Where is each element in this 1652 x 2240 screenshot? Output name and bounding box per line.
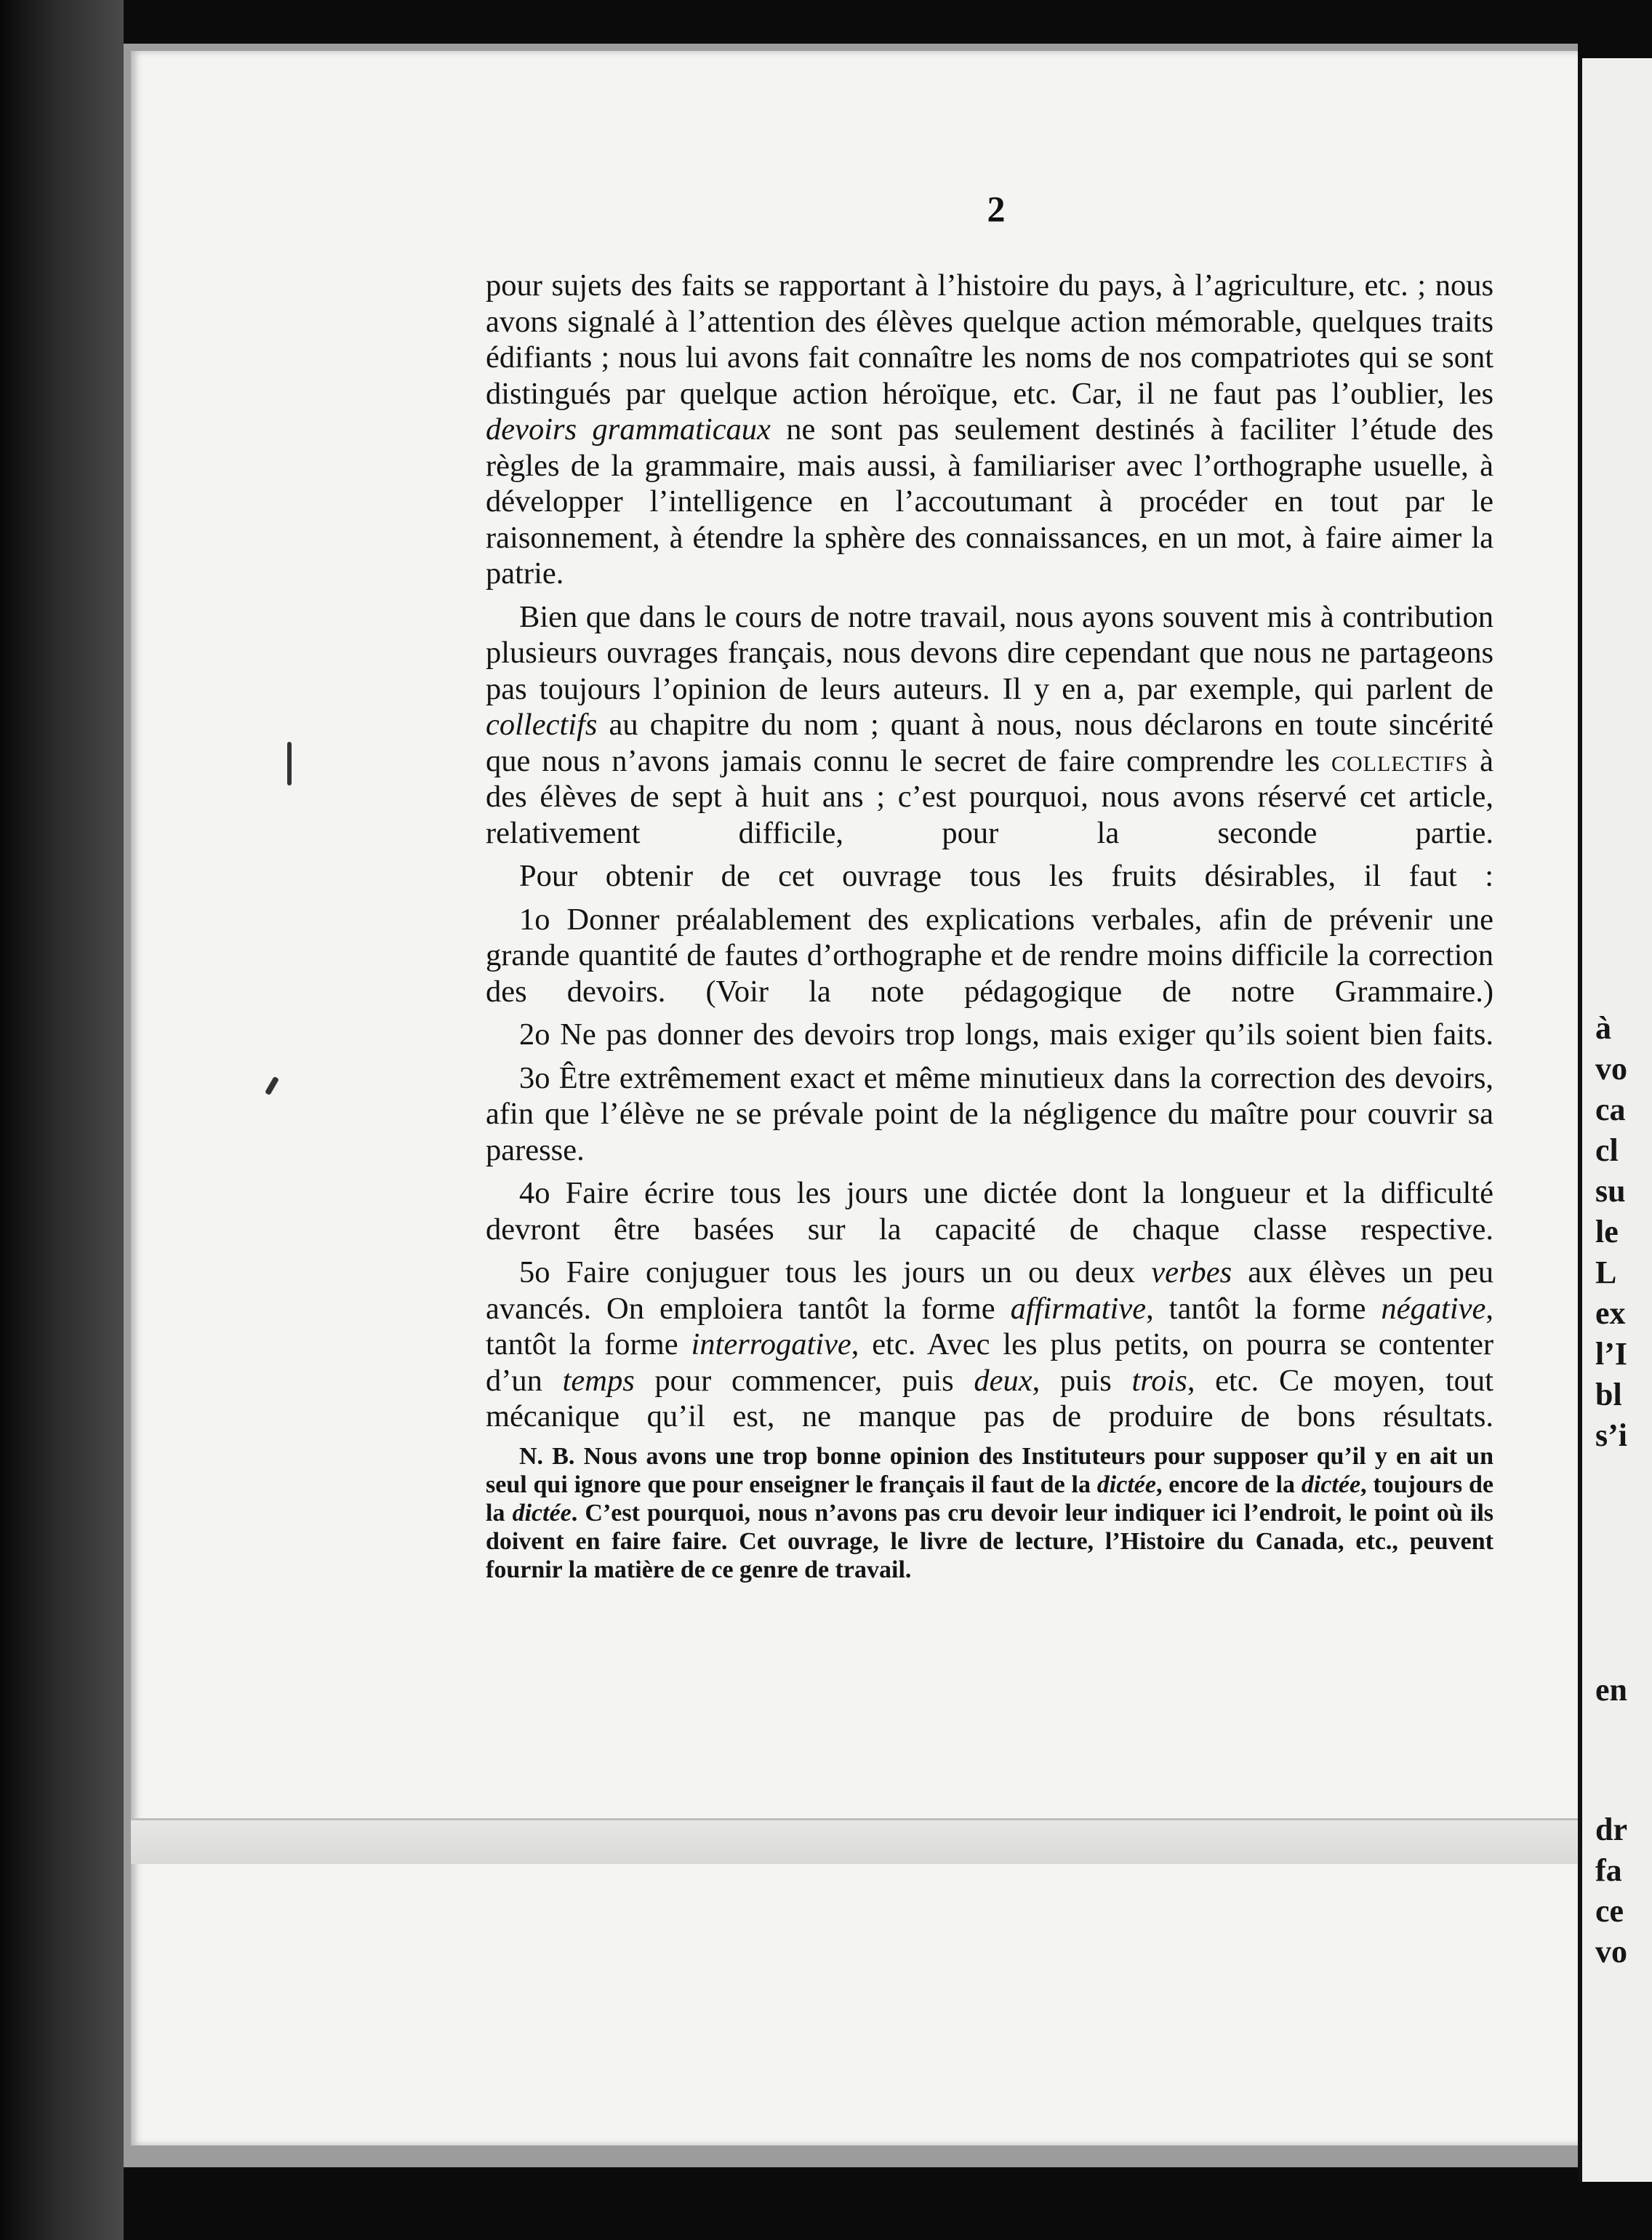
adjacent-page-fragment: su bbox=[1595, 1173, 1626, 1209]
scan-border-left bbox=[0, 0, 124, 2240]
text-run: ne sont pas seulement destinés à faciliter l’étude des règles de la grammaire, mais aussi, à familiariser avec l’orthographe usuelle, à développer l’intelligence en l’accoutumant à procéder en tout par le raisonnement, à étendre la sphère des connaissances, en un mot, à faire aimer la patrie. bbox=[486, 412, 1493, 591]
adjacent-page-fragment: l’I bbox=[1595, 1336, 1627, 1372]
list-item bbox=[486, 1017, 1493, 1053]
text-run: à des élèves de sept à huit ans ; c’est pourquoi, nous avons réservé cet article, relativement difficile, pour la seconde partie. bbox=[486, 743, 1493, 850]
adjacent-page-fragment: ca bbox=[1595, 1092, 1626, 1127]
text-run: 1o Donner préalablement des explications verbales, afin de prévenir une grande quantité de fautes d’orthographe et de rendre moins difficile la correction des devoirs. (Voir la note pédagogique de notre Grammaire.) bbox=[486, 902, 1493, 1009]
adjacent-page-fragment: ce bbox=[1595, 1893, 1624, 1929]
text-run: , toujours de la bbox=[486, 1471, 1493, 1527]
text-run: , etc. Ce moyen, tout mécanique qu’il est, ne manque pas de produire de bons résultats. bbox=[486, 1363, 1493, 1433]
list-item bbox=[486, 1255, 1493, 1435]
italic-text: trois bbox=[1131, 1363, 1187, 1398]
italic-text: temps bbox=[562, 1363, 635, 1398]
paragraph bbox=[486, 858, 1493, 895]
text-run: Pour obtenir de cet ouvrage tous les fruits désirables, il faut : bbox=[519, 859, 1493, 893]
footnote-nb bbox=[486, 1442, 1493, 1584]
italic-text: dictée bbox=[1096, 1471, 1156, 1498]
text-run: 2o Ne pas donner des devoirs trop longs, mais exiger qu’ils soient bien faits. bbox=[519, 1017, 1493, 1052]
italic-text: négative bbox=[1381, 1291, 1486, 1326]
adjacent-page-fragment: vo bbox=[1595, 1051, 1627, 1087]
italic-text: dictée bbox=[1301, 1471, 1361, 1498]
text-run: . C’est pourquoi, nous n’avons pas cru devoir leur indiquer ici l’endroit, le point où ils doivent en faire faire. Cet ouvrage, le livre de lecture, l’Histoire du Canada, etc., peuvent fournir la matière de ce genre de travail. bbox=[486, 1499, 1493, 1583]
text-run: 3o Être extrêmement exact et même minutieux dans la correction des devoirs, afin que l’élève ne se prévale point de la négligence du maître pour couvrir sa paresse. bbox=[486, 1060, 1493, 1167]
adjacent-page-strip bbox=[1578, 58, 1652, 2182]
adjacent-page-fragment: ex bbox=[1595, 1295, 1626, 1331]
text-run: 5o Faire conjuguer tous les jours un ou deux bbox=[519, 1255, 1152, 1289]
page-bottom-edge bbox=[131, 1818, 1578, 1864]
adjacent-page-fragment: dr bbox=[1595, 1812, 1627, 1847]
list-item bbox=[486, 1175, 1493, 1247]
adjacent-page-fragment: cl bbox=[1595, 1132, 1619, 1168]
text-run: N. B. Nous avons une trop bonne opinion des Instituteurs pour supposer qu’il y en ait un seul qui ignore que pour enseigner le français il faut de la bbox=[486, 1442, 1493, 1498]
adjacent-page-fragment: à bbox=[1595, 1010, 1611, 1046]
adjacent-page-fragment: le bbox=[1595, 1214, 1619, 1249]
text-run: , puis bbox=[1032, 1363, 1132, 1398]
adjacent-page-fragment: s’i bbox=[1595, 1417, 1627, 1453]
italic-text: collectifs bbox=[486, 708, 598, 742]
text-run: aux élèves un peu avancés. On emploiera tantôt la forme bbox=[486, 1255, 1493, 1326]
text-run: , encore de la bbox=[1155, 1471, 1302, 1498]
italic-text: verbes bbox=[1151, 1255, 1232, 1289]
list-item bbox=[486, 1060, 1493, 1169]
list-item bbox=[486, 902, 1493, 1010]
adjacent-page-fragment: en bbox=[1595, 1672, 1627, 1708]
italic-text: affirmative bbox=[1010, 1291, 1147, 1326]
text-run: , tantôt la forme bbox=[1146, 1291, 1382, 1326]
small-caps-text: collectifs bbox=[1331, 743, 1469, 778]
text-run: 4o Faire écrire tous les jours une dictée dont la longueur et la difficulté devront être basées sur la capacité de chaque classe respective. bbox=[486, 1176, 1493, 1247]
adjacent-page-fragment: bl bbox=[1595, 1377, 1622, 1412]
paragraph bbox=[486, 599, 1493, 852]
text-run: pour commencer, puis bbox=[634, 1363, 974, 1398]
italic-text: deux bbox=[974, 1363, 1032, 1398]
text-run: au chapitre du nom ; quant à nous, nous déclarons en toute sincérité que nous n’avons jamais connu le secret de faire comprendre les bbox=[486, 708, 1493, 778]
adjacent-page-fragment: fa bbox=[1595, 1852, 1622, 1888]
italic-text: dictée bbox=[512, 1499, 572, 1527]
adjacent-page-fragment: vo bbox=[1595, 1934, 1627, 1969]
ink-mark bbox=[287, 742, 292, 785]
italic-text: devoirs grammaticaux bbox=[486, 412, 771, 447]
adjacent-page-fragment: L bbox=[1595, 1255, 1617, 1290]
text-run: pour sujets des faits se rapportant à l’histoire du pays, à l’agriculture, etc. ; nous avons signalé à l’attention des élèves quelque action mémorable, quelques traits édifiants ; nous lui avons fait connaître les noms de nos compatriotes qui se sont distingués par quelque action héroïque, etc. Car, il ne faut pas l’oublier, les bbox=[486, 268, 1493, 411]
paragraph bbox=[486, 268, 1493, 592]
page-number: 2 bbox=[987, 188, 1006, 229]
italic-text: interrogative bbox=[691, 1327, 851, 1361]
text-run: , etc. Avec les plus petits, on pourra se contenter d’un bbox=[486, 1327, 1494, 1398]
body-text bbox=[486, 268, 1493, 1584]
text-run: , tantôt la forme bbox=[486, 1291, 1494, 1361]
text-run: Bien que dans le cours de notre travail, nous ayons souvent mis à contribution plusieurs ouvrages français, nous devons dire cependant que nous ne partageons pas toujours l’opinion de leurs auteurs. Il y en a, par exemple, qui parlent de bbox=[486, 599, 1493, 706]
